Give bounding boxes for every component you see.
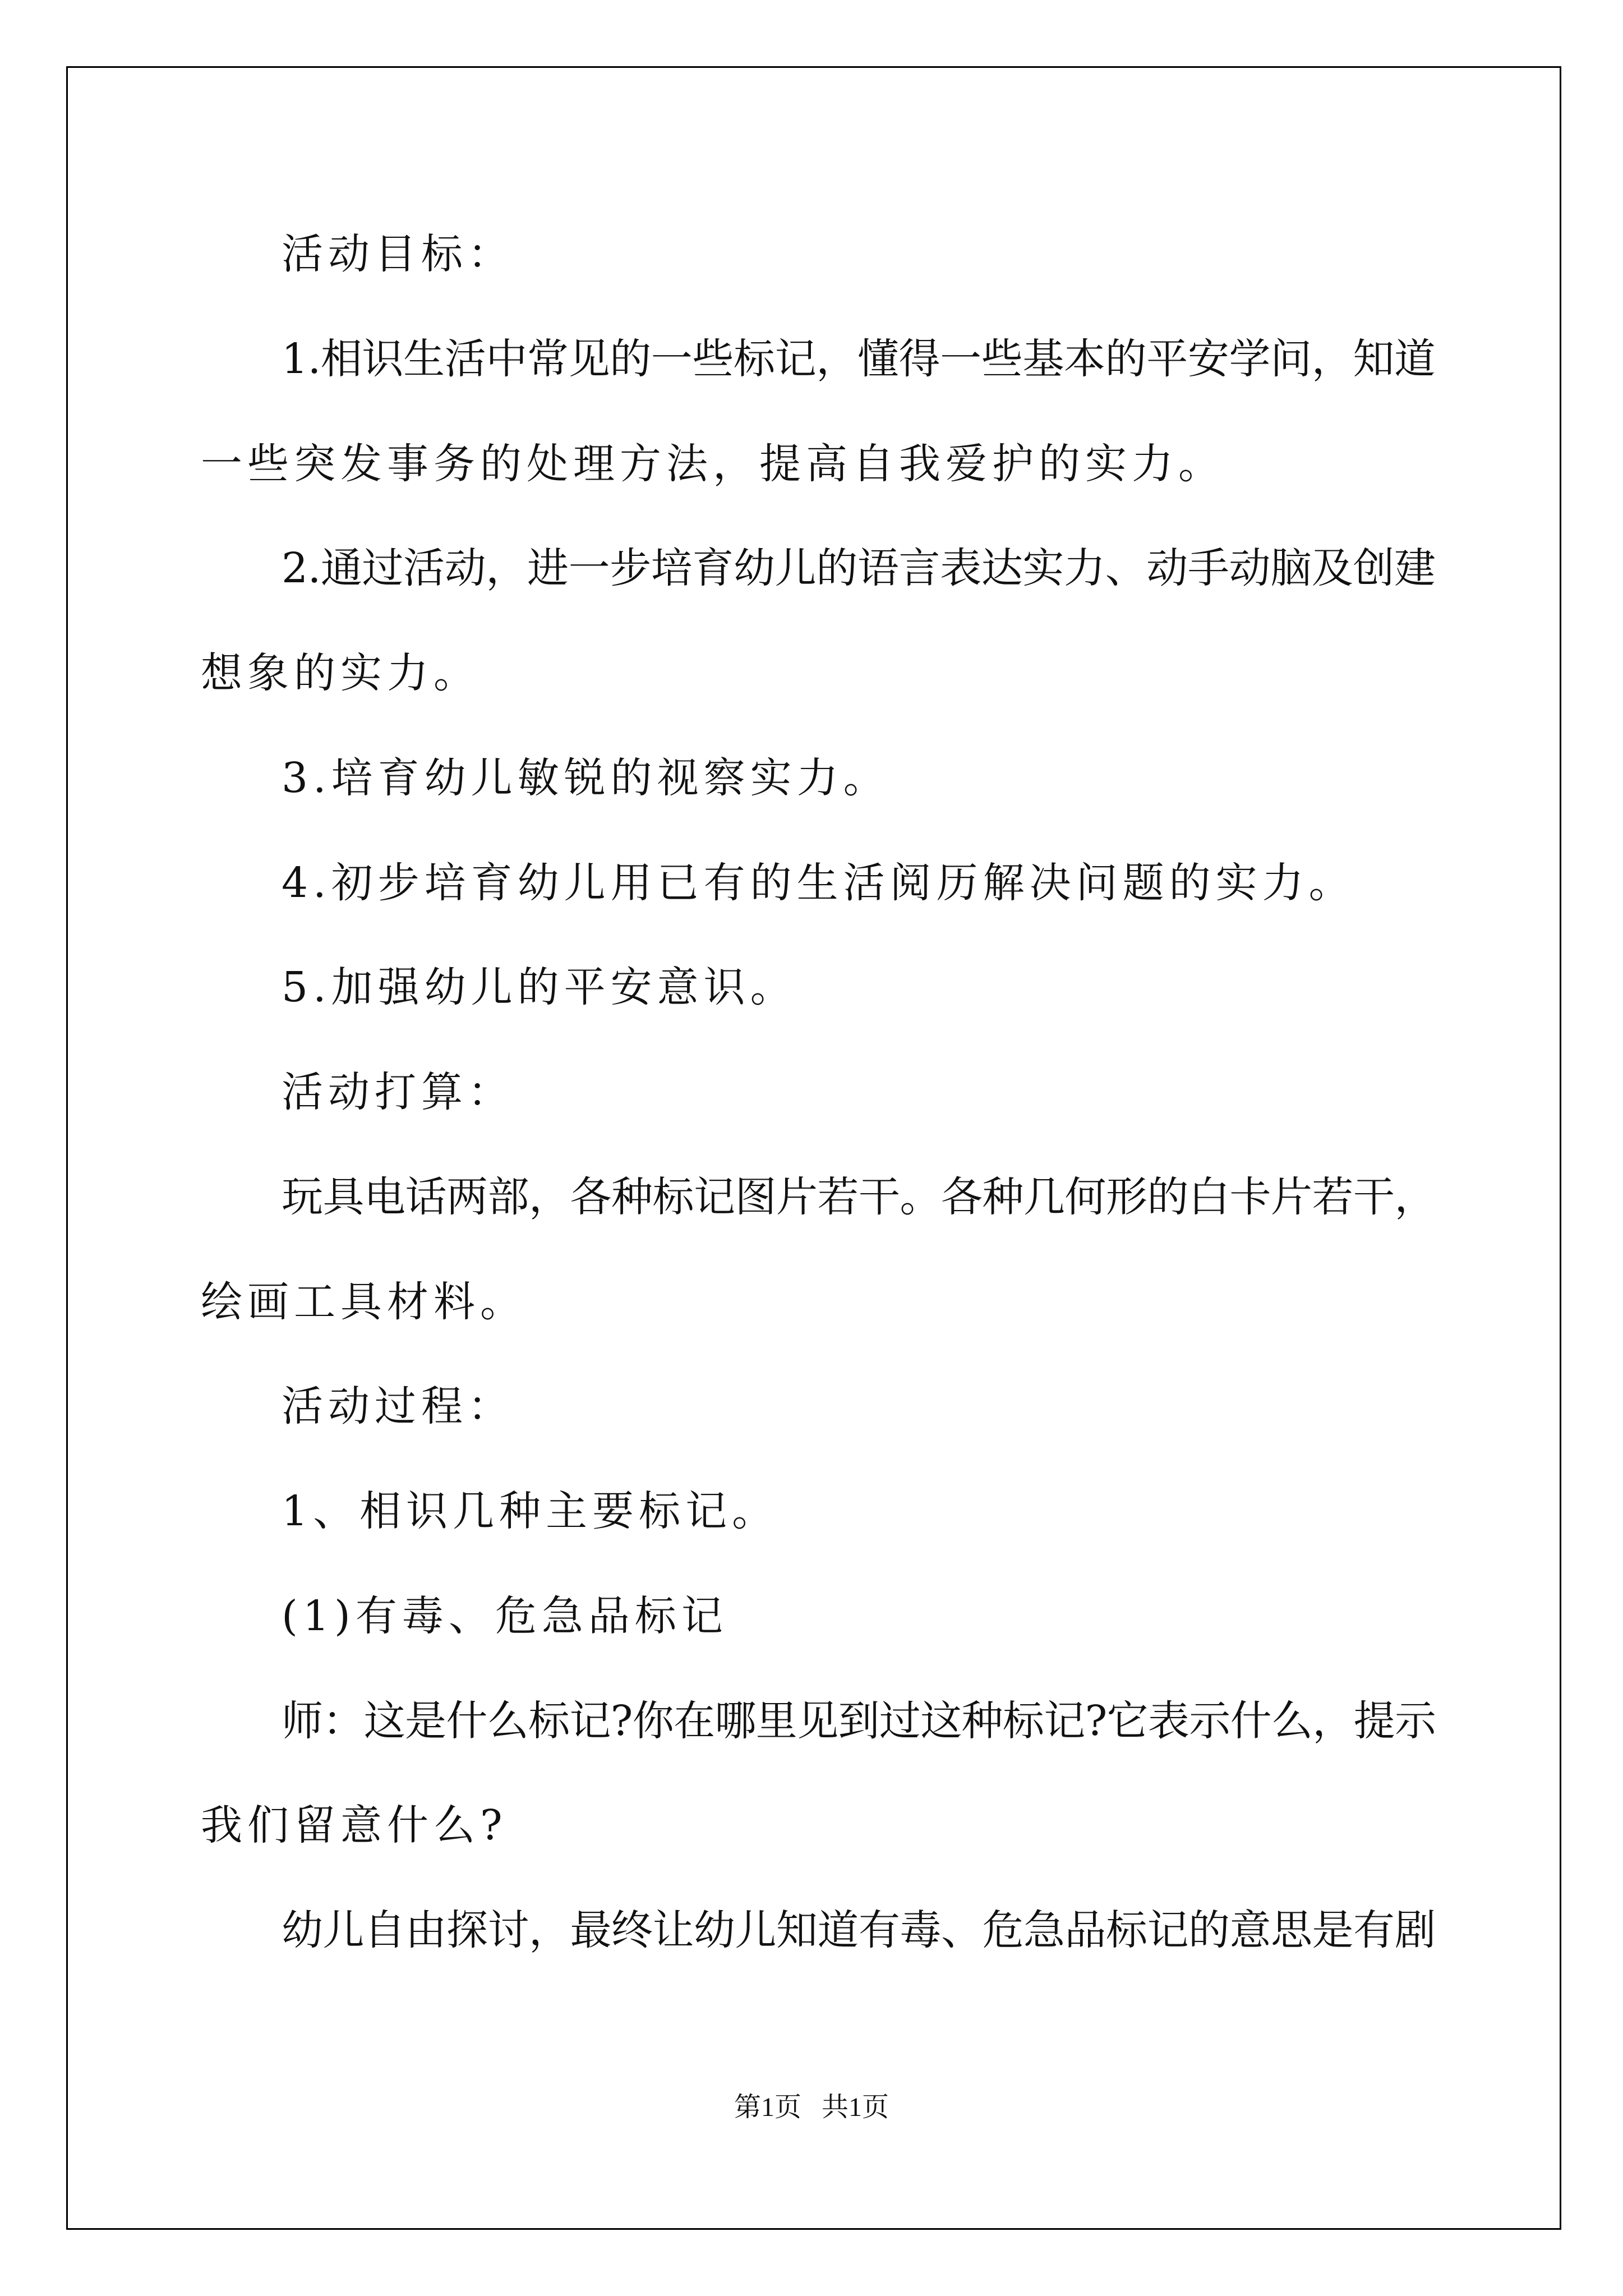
page-footer: 第1页 共1页 [734, 2092, 889, 2122]
paragraph-line: (1)有毒、危急品标记 [282, 1592, 728, 1640]
paragraph-line: 绘画工具材料。 [201, 1278, 527, 1326]
paragraph-line: 1.相识生活中常见的一些标记，懂得一些基本的平安学问，知道 [282, 335, 1436, 383]
paragraph-line: 玩具电话两部，各种标记图片若干。各种几何形的白卡片若干， [282, 1173, 1436, 1221]
paragraph-heading-process: 活动过程： [282, 1382, 514, 1430]
paragraph-line: 5.加强幼儿的平安意识。 [282, 963, 797, 1011]
paragraph-heading-goals: 活动目标： [282, 230, 514, 278]
paragraph-line: 师：这是什么标记?你在哪里见到过这种标记?它表示什么，提示 [282, 1697, 1436, 1745]
paragraph-line: 4.初步培育幼儿用已有的生活阅历解决问题的实力。 [282, 859, 1355, 907]
paragraph-line: 我们留意什么? [201, 1801, 508, 1849]
paragraph-line: 2.通过活动，进一步培育幼儿的语言表达实力、动手动脑及创建 [282, 544, 1436, 592]
paragraph-heading-preparation: 活动打算： [282, 1068, 514, 1116]
paragraph-line: 幼儿自由探讨，最终让幼儿知道有毒、危急品标记的意思是有剧 [282, 1906, 1436, 1954]
paragraph-line: 一些突发事务的处理方法，提高自我爱护的实力。 [201, 440, 1225, 488]
paragraph-line: 1、相识几种主要标记。 [282, 1487, 779, 1535]
paragraph-line: 想象的实力。 [201, 649, 480, 697]
paragraph-line: 3.培育幼儿敏锐的视察实力。 [282, 754, 890, 802]
page-border [66, 66, 1561, 2230]
